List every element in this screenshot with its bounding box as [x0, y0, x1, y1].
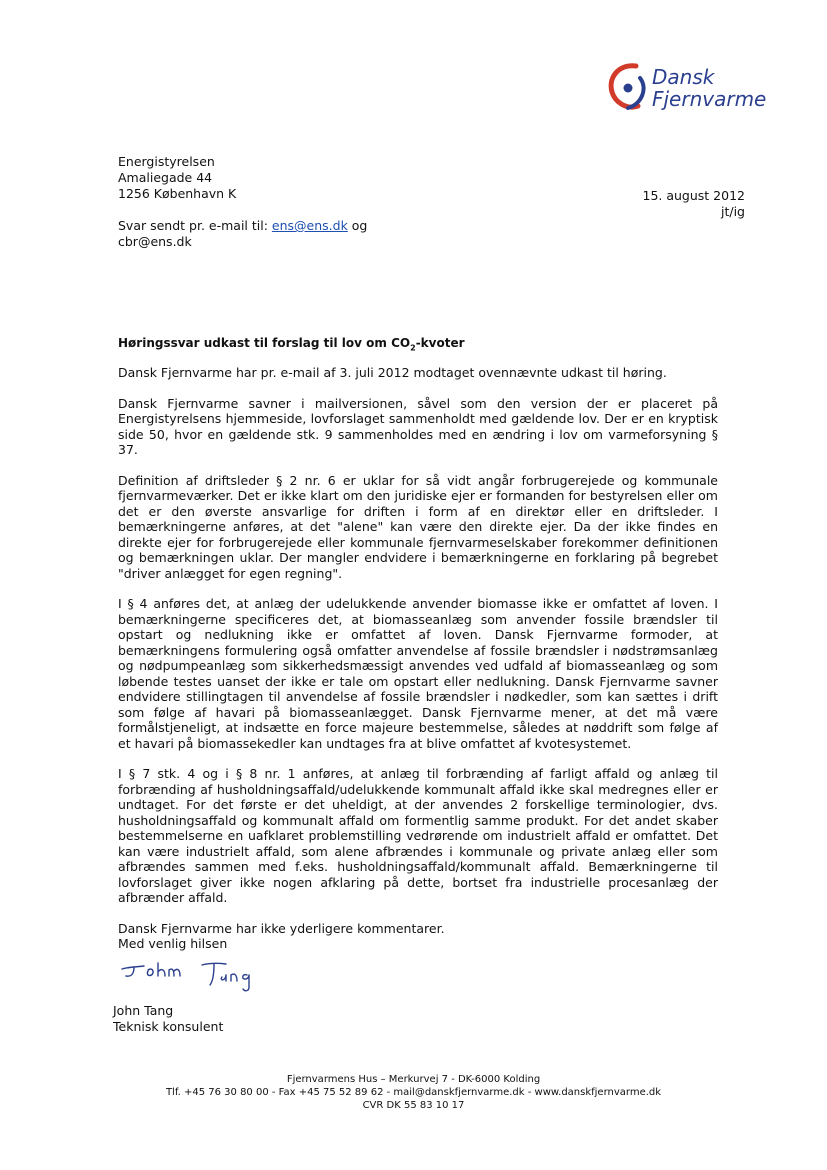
email-link[interactable]: ens@ens.dk [271, 218, 348, 233]
letter-date: 15. august 2012 [642, 188, 745, 203]
closing-greeting: Med venlig hilsen [118, 936, 228, 951]
letter-reference: jt/ig [721, 204, 745, 219]
handwritten-signature [118, 955, 268, 999]
footer-address: Fjernvarmens Hus – Merkurvej 7 - DK-6000 Kolding [286, 1074, 541, 1085]
footer-cvr: CVR DK 55 83 10 17 [362, 1100, 465, 1111]
email-suffix: og [347, 218, 368, 233]
recipient-city: 1256 København K [118, 186, 237, 201]
letter-subject: Høringssvar udkast til forslag til lov om $CO_2$-kvoter [118, 336, 465, 353]
paragraph-3: Definition af driftsleder § 2 nr. 6 er uklar for så vidt angår forbrugerejede og kommunale fjernvarmeværker. Det er ikke klart om den juridiske ejer er formanden for bestyrelsen eller om det er den øverste ansvarlige for driften i form af en direktør eller en driftsleder. I bemærkningerne anføres, at det "alene" kan være den direkte ejer. Da der ikke findes en direkte ejer for forbrugerejede eller kommunale fjernvarmeselskaber forekommer definitionen og bemærkningen uklar. Der mangler endvidere i bemærkningerne en forklaring på begrebet "driver anlægget for egen regning". [118, 472, 718, 581]
recipient-street: Amaliegade 44 [118, 170, 213, 185]
logo-mark-icon [606, 60, 650, 116]
signer-name: John Tang [113, 1003, 174, 1018]
paragraph-4: I § 4 anføres det, at anlæg der udelukkende anvender biomasse ikke er omfattet af loven. I bemærkningerne specificeres det, at biomasseanlæg som anvender fossile brændsler til opstart og nedlukning ikke er omfattet af loven. Dansk Fjernvarme formoder, at bemærkningens formulering også omfatter anvendelse af fossile brændsler i nødstrømsanlæg og nødpumpeanlæg som sikkerhedsmæssigt anvendes ved udfald af biomasseanlæg og som løbende testes uanset der ikke er tale om opstart eller nedlukning. Dansk Fjernvarme savner endvidere stillingtagen til anvendelse af fossile brændsler i nødkedler, som kan sættes i drift som følge af havari på biomasseanlægget. Dansk Fjernvarme mener, at det må være formålstjeneligt, at indsætte en force majeure bestemmelse, således at nøddrift som følge af et havari på biomassekedler kan undtages fra at blive omfattet af kvotesystemet. [118, 596, 718, 751]
recipient-name: Energistyrelsen [118, 154, 215, 169]
paragraph-6: Dansk Fjernvarme har ikke yderligere kommentarer. [118, 920, 445, 936]
email-second: cbr@ens.dk [118, 234, 192, 249]
signer-title: Teknisk konsulent [113, 1019, 224, 1034]
signer-block [113, 1003, 223, 1035]
letter-body [118, 365, 718, 951]
email-prefix: Svar sendt pr. e-mail til: [118, 218, 272, 233]
paragraph-1: Dansk Fjernvarme har pr. e-mail af 3. juli 2012 modtaget ovennævnte udkast til høring. [118, 365, 667, 380]
email-line [118, 218, 367, 250]
recipient-address [118, 154, 236, 202]
date-block [643, 188, 746, 220]
logo-text-line1: Dansk [652, 65, 715, 89]
letter-footer [0, 1073, 827, 1112]
footer-contact: Tlf. +45 76 30 80 00 - Fax +45 75 52 89 62 - mail@danskfjernvarme.dk - www.danskfjernvarme.dk [165, 1087, 662, 1098]
paragraph-2: Dansk Fjernvarme savner i mailversionen, såvel som den version der er placeret på Energistyrelsens hjemmeside, lovforslaget sammenholdt med gældende lov. Der er en kryptisk side 50, hvor en gældende stk. 9 sammenholdes med en ændring i lov om varmeforsyning § 37. [118, 395, 718, 457]
paragraph-5: I § 7 stk. 4 og i § 8 nr. 1 anføres, at anlæg til forbrænding af farligt affald og anlæg til forbrænding af husholdningsaffald/udelukkende kommunalt affald ikke skal medregnes eller er undtaget. For det første er det uheldigt, at der anvendes 2 forskellige terminologier, dvs. husholdningsaffald og kommunalt affald om formentlig samme produkt. For det andet skaber bestemmelserne en uafklaret problemstilling vedrørende om industrielt affald er omfattet. Det kan være industrielt affald, som alene afbrændes i kommunale og private anlæg eller som afbrændes sammen med f.eks. husholdningsaffald/kommunalt affald. Bemærkningerne til lovforslaget giver ikke nogen afklaring på dette, bortset fra industrielle procesanlæg der afbrænder affald. [118, 766, 718, 905]
company-logo [606, 60, 767, 116]
logo-text-line2: Fjernvarme [652, 87, 767, 111]
